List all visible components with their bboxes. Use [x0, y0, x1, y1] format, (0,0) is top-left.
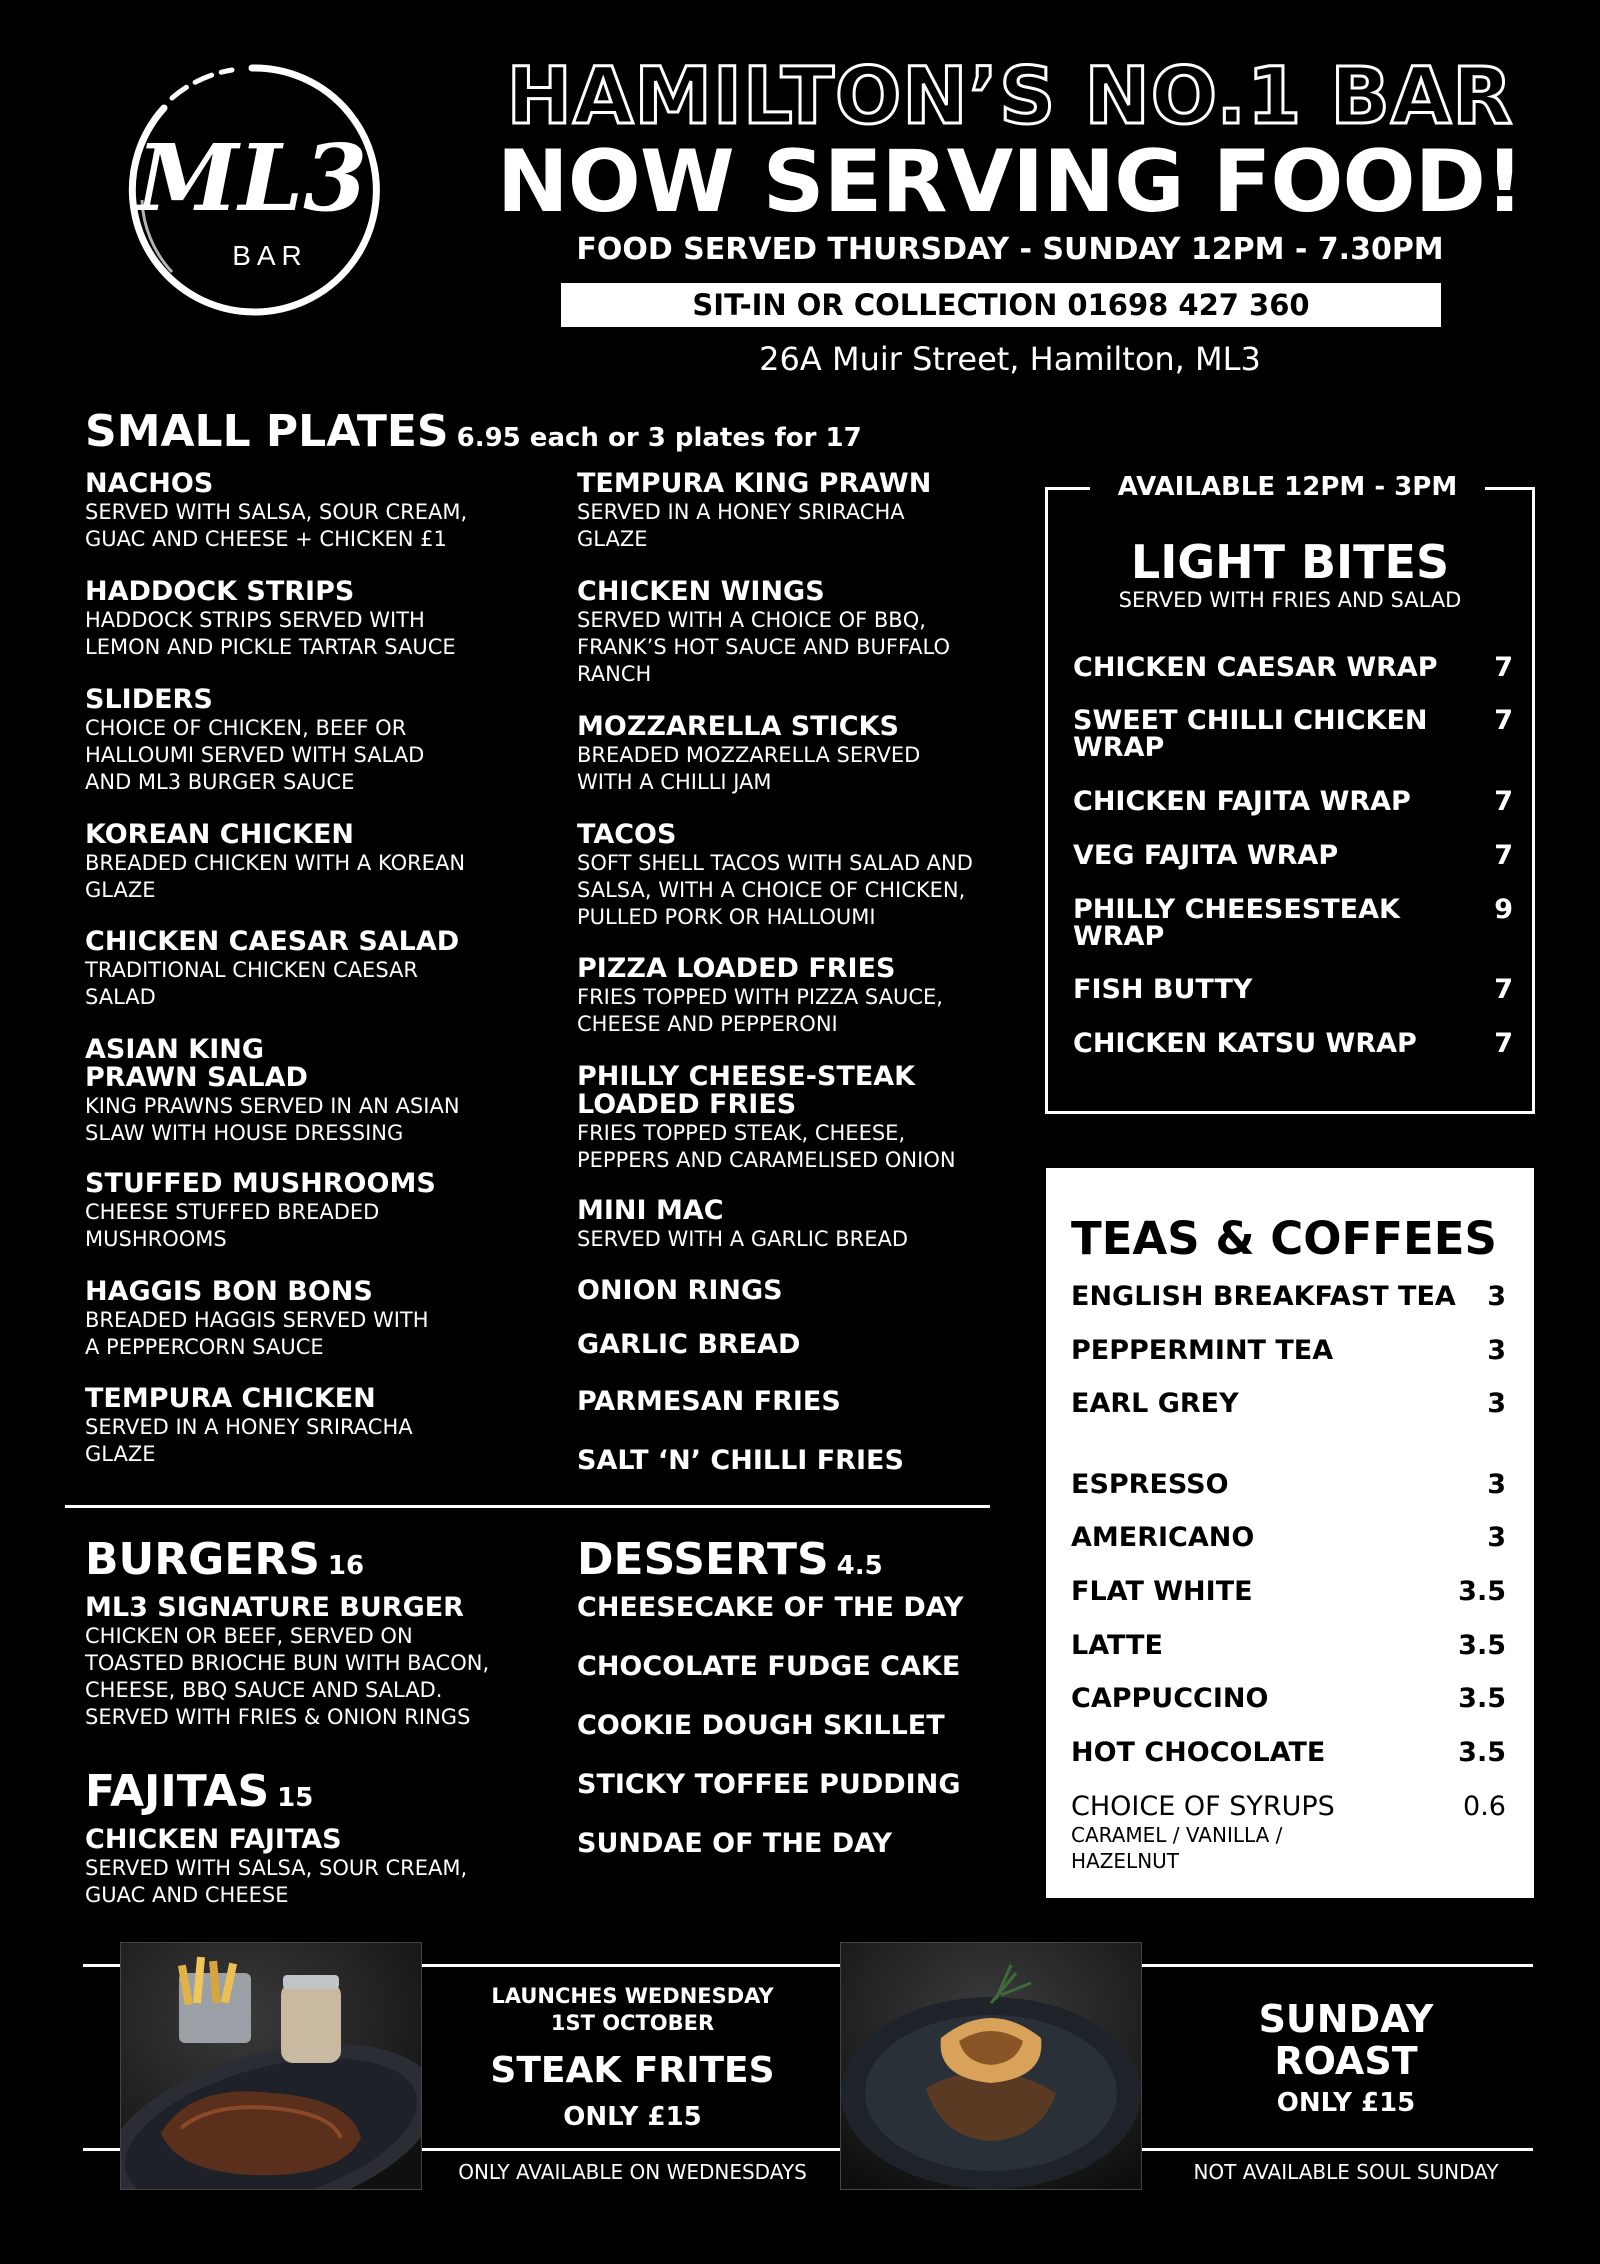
steak-launch-text: LAUNCHES WEDNESDAY 1ST OCTOBER [491, 1984, 774, 2035]
item-desc: SERVED IN A HONEY SRIRACHA GLAZE [85, 1415, 413, 1466]
item-name: PEPPERMINT TEA [1071, 1335, 1334, 1366]
item-name: COOKIE DOUGH SKILLET [577, 1710, 945, 1741]
light-bite-row [1073, 788, 1513, 815]
menu-item [85, 821, 525, 904]
item-price: 7 [1494, 652, 1513, 683]
section-divider [65, 1505, 990, 1508]
item-name: CHEESECAKE OF THE DAY [577, 1592, 964, 1623]
drink-row [1071, 1631, 1506, 1661]
item-name: ESPRESSO [1071, 1469, 1229, 1500]
item-price: 0.6 [1463, 1791, 1506, 1822]
item-name: CHICKEN CAESAR SALAD [85, 926, 460, 957]
item-name: AMERICANO [1071, 1522, 1255, 1553]
sunday-roast-price: ONLY £15 [1276, 2088, 1416, 2118]
item-desc: BREADED MOZZARELLA SERVED WITH A CHILLI JAM [577, 743, 921, 794]
item-name: TEMPURA KING PRAWN [577, 468, 932, 499]
menu-item [577, 1277, 1017, 1305]
menu-item [577, 955, 1017, 1038]
item-name: PARMESAN FRIES [577, 1386, 841, 1417]
item-name: PHILLY CHEESESTEAK WRAP [1073, 894, 1400, 952]
drink-row [1071, 1738, 1506, 1768]
item-name: ASIAN KING PRAWN SALAD [85, 1034, 308, 1093]
item-name: STUFFED MUSHROOMS [85, 1168, 436, 1199]
menu-item [85, 686, 525, 796]
item-name: EARL GREY [1071, 1388, 1239, 1419]
light-bites-border [1045, 487, 1090, 490]
fajitas-title: FAJITAS [85, 1766, 270, 1817]
menu-item [577, 1063, 1017, 1174]
menu-item [577, 821, 1017, 931]
menu-item [577, 1197, 1017, 1253]
desserts-title: DESSERTS [577, 1534, 829, 1585]
item-name: CHICKEN KATSU WRAP [1073, 1028, 1417, 1059]
light-bite-row [1073, 896, 1513, 950]
item-name: CHICKEN WINGS [577, 576, 825, 607]
menu-item [577, 1388, 1017, 1416]
item-price: 7 [1494, 786, 1513, 817]
item-name: TACOS [577, 819, 677, 850]
item-price: 3.5 [1458, 1576, 1506, 1607]
item-price: 3 [1487, 1388, 1506, 1419]
menu-item [85, 1594, 565, 1731]
item-name: CHICKEN CAESAR WRAP [1073, 652, 1438, 683]
item-price: 3 [1487, 1281, 1506, 1312]
item-price: 7 [1494, 705, 1513, 736]
item-price: 3.5 [1458, 1683, 1506, 1714]
item-name: SUNDAE OF THE DAY [577, 1828, 893, 1859]
item-name: CAPPUCCINO [1071, 1683, 1269, 1714]
item-name: MOZZARELLA STICKS [577, 711, 899, 742]
steak-frites-title: STEAK FRITES [490, 2050, 775, 2091]
light-bite-row [1073, 842, 1513, 869]
small-plates-title: SMALL PLATES [85, 406, 449, 457]
sunday-roast-photo [840, 1942, 1142, 2190]
drink-row [1071, 1792, 1506, 1874]
item-desc: SERVED WITH SALSA, SOUR CREAM, GUAC AND CHEESE + CHICKEN £1 [85, 500, 468, 551]
item-name: VEG FAJITA WRAP [1073, 840, 1339, 871]
item-name: ML3 SIGNATURE BURGER [85, 1592, 464, 1623]
menu-item [577, 578, 1017, 688]
dessert-item [577, 1830, 1017, 1858]
logo-mark: ML3 [136, 124, 368, 232]
item-name: CHICKEN FAJITA WRAP [1073, 786, 1411, 817]
drink-row [1071, 1336, 1506, 1366]
item-name: HAGGIS BON BONS [85, 1276, 373, 1307]
item-name: TEMPURA CHICKEN [85, 1383, 376, 1414]
dessert-item [577, 1712, 1017, 1740]
drink-row [1071, 1523, 1506, 1553]
serving-hours: FOOD SERVED THURSDAY - SUNDAY 12PM - 7.30PM [576, 232, 1444, 267]
item-name: KOREAN CHICKEN [85, 819, 355, 850]
desserts-heading [577, 1534, 883, 1585]
item-desc: BREADED CHICKEN WITH A KOREAN GLAZE [85, 851, 466, 902]
menu-item [85, 1036, 525, 1147]
menu-item [85, 470, 525, 553]
item-desc: BREADED HAGGIS SERVED WITH A PEPPERCORN SAUCE [85, 1308, 429, 1359]
ml3-bar-logo [112, 50, 392, 330]
light-bite-row [1073, 654, 1513, 681]
fajitas-price: 15 [277, 1783, 314, 1813]
light-bite-row [1073, 976, 1513, 1003]
desserts-price: 4.5 [836, 1551, 883, 1581]
small-plates-price: 6.95 each or 3 plates for 17 [456, 423, 862, 453]
item-name: MINI MAC [577, 1195, 724, 1226]
menu-item [85, 1385, 525, 1468]
fajitas-heading [85, 1766, 314, 1817]
item-name: ONION RINGS [577, 1275, 783, 1306]
menu-item [85, 578, 525, 661]
item-name: CHOCOLATE FUDGE CAKE [577, 1651, 961, 1682]
dessert-item [577, 1771, 1017, 1799]
item-name: ENGLISH BREAKFAST TEA [1071, 1281, 1456, 1312]
item-name: GARLIC BREAD [577, 1329, 801, 1360]
menu-item [577, 713, 1017, 796]
item-name: HOT CHOCOLATE [1071, 1737, 1326, 1768]
dessert-item [577, 1653, 1017, 1681]
headline: NOW SERVING FOOD! [496, 132, 1524, 232]
drink-row [1071, 1470, 1506, 1500]
item-name: HADDOCK STRIPS [85, 576, 355, 607]
item-name: SALT ‘N’ CHILLI FRIES [577, 1445, 904, 1476]
light-bites-border [1485, 487, 1535, 490]
light-bite-row [1073, 1030, 1513, 1057]
item-name: FLAT WHITE [1071, 1576, 1253, 1607]
item-price: 3 [1487, 1335, 1506, 1366]
item-desc: HADDOCK STRIPS SERVED WITH LEMON AND PICKLE TARTAR SAUCE [85, 608, 456, 659]
item-name: STICKY TOFFEE PUDDING [577, 1769, 961, 1800]
menu-item [577, 1447, 1017, 1475]
burgers-heading [85, 1534, 365, 1585]
item-desc: TRADITIONAL CHICKEN CAESAR SALAD [85, 958, 419, 1009]
menu-item [85, 1278, 525, 1361]
steak-frites-price: ONLY £15 [563, 2102, 702, 2132]
drink-row [1071, 1684, 1506, 1714]
menu-item [85, 928, 525, 1011]
item-price: 7 [1494, 1028, 1513, 1059]
item-desc: SERVED WITH A CHOICE OF BBQ, FRANK’S HOT SAUCE AND BUFFALO RANCH [577, 608, 951, 686]
menu-item [85, 1826, 525, 1909]
address: 26A Muir Street, Hamilton, ML3 [759, 340, 1261, 378]
item-desc: FRIES TOPPED STEAK, CHEESE, PEPPERS AND CARAMELISED ONION [577, 1121, 956, 1172]
item-desc: SERVED IN A HONEY SRIRACHA GLAZE [577, 500, 905, 551]
light-bite-row [1073, 707, 1513, 761]
item-name: FISH BUTTY [1073, 974, 1253, 1005]
small-plates-heading [85, 406, 862, 457]
burgers-price: 16 [327, 1551, 365, 1581]
item-price: 9 [1494, 894, 1513, 925]
tagline-outline: HAMILTON’S NO.1 BAR [506, 52, 1514, 142]
item-desc: CHOICE OF CHICKEN, BEEF OR HALLOUMI SERVED WITH SALAD AND ML3 BURGER SAUCE [85, 716, 425, 794]
collection-phone-banner: SIT-IN OR COLLECTION 01698 427 360 [561, 283, 1441, 327]
drink-row [1071, 1577, 1506, 1607]
logo-word: BAR [232, 240, 308, 271]
light-bites-title: LIGHT BITES [1130, 535, 1450, 589]
item-desc: CARAMEL / VANILLA / HAZELNUT [1071, 1823, 1283, 1873]
item-price: 7 [1494, 840, 1513, 871]
item-name: SWEET CHILLI CHICKEN WRAP [1073, 705, 1428, 763]
light-bites-availability: AVAILABLE 12PM - 3PM [1117, 472, 1458, 502]
steak-frites-photo [120, 1942, 422, 2190]
menu-item [85, 1170, 525, 1253]
item-desc: FRIES TOPPED WITH PIZZA SAUCE, CHEESE AND PEPPERONI [577, 985, 943, 1036]
item-name: CHOICE OF SYRUPS [1071, 1791, 1335, 1822]
item-desc: CHEESE STUFFED BREADED MUSHROOMS [85, 1200, 380, 1251]
steak-frites-note: ONLY AVAILABLE ON WEDNESDAYS [458, 2160, 807, 2184]
item-price: 3.5 [1458, 1630, 1506, 1661]
item-name: LATTE [1071, 1630, 1163, 1661]
item-price: 3 [1487, 1522, 1506, 1553]
drink-row [1071, 1282, 1506, 1312]
menu-item [577, 1331, 1017, 1359]
burgers-title: BURGERS [85, 1534, 320, 1585]
item-name: PHILLY CHEESE-STEAK LOADED FRIES [577, 1061, 916, 1120]
drink-row [1071, 1389, 1506, 1419]
sunday-roast-note: NOT AVAILABLE SOUL SUNDAY [1193, 2160, 1499, 2184]
item-desc: CHICKEN OR BEEF, SERVED ON TOASTED BRIOCHE BUN WITH BACON, CHEESE, BBQ SAUCE AND SALAD. SERVED WITH FRIES & ONION RINGS [85, 1624, 490, 1729]
sunday-roast-title: SUNDAY ROAST [1258, 1997, 1434, 2083]
item-price: 3 [1487, 1469, 1506, 1500]
light-bites-subtitle: SERVED WITH FRIES AND SALAD [1118, 588, 1462, 612]
teas-coffees-title: TEAS & COFFEES [1071, 1212, 1497, 1265]
item-desc: SOFT SHELL TACOS WITH SALAD AND SALSA, WITH A CHOICE OF CHICKEN, PULLED PORK OR HALLOUMI [577, 851, 973, 929]
item-desc: SERVED WITH A GARLIC BREAD [577, 1227, 909, 1251]
menu-item [577, 470, 1017, 553]
item-name: CHICKEN FAJITAS [85, 1824, 342, 1855]
item-desc: KING PRAWNS SERVED IN AN ASIAN SLAW WITH HOUSE DRESSING [85, 1094, 460, 1145]
item-price: 7 [1494, 974, 1513, 1005]
item-name: NACHOS [85, 468, 214, 499]
item-name: PIZZA LOADED FRIES [577, 953, 896, 984]
dessert-item [577, 1594, 1017, 1622]
item-price: 3.5 [1458, 1737, 1506, 1768]
item-desc: SERVED WITH SALSA, SOUR CREAM, GUAC AND CHEESE [85, 1856, 468, 1907]
item-name: SLIDERS [85, 684, 213, 715]
